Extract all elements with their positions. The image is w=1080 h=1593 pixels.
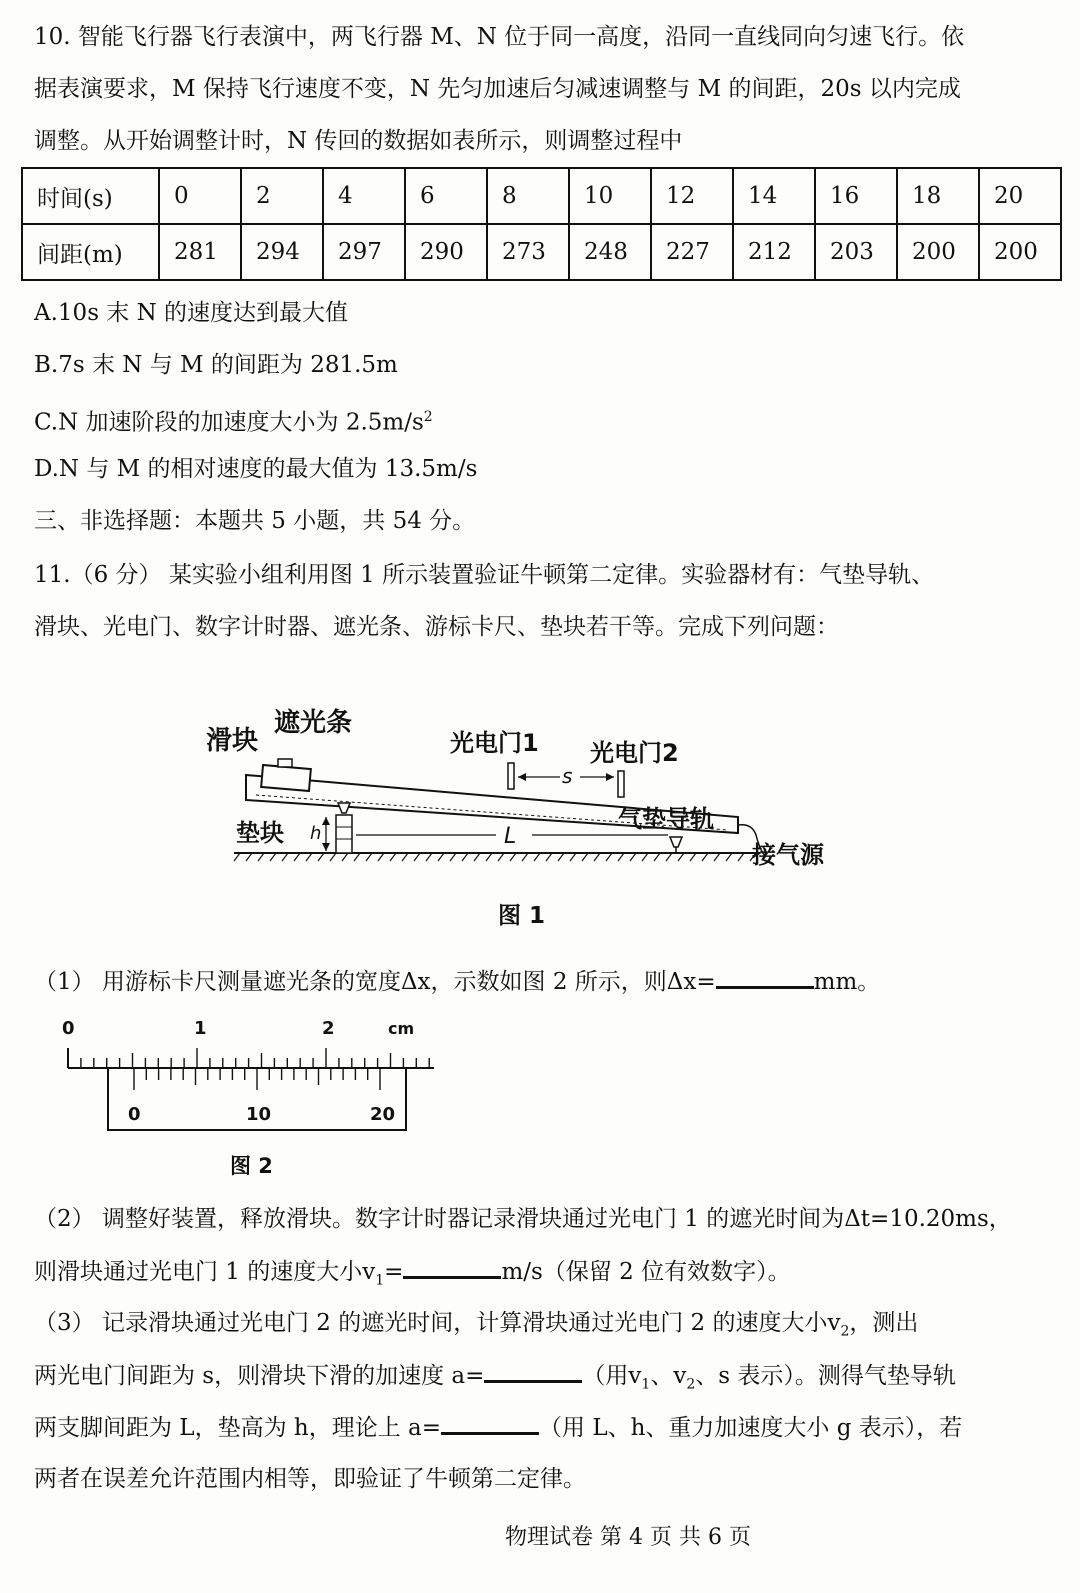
part-2-unit: m/s（保留 2 位有效数字）。 [501,1259,791,1285]
label-gate-1: 光电门1 [450,729,539,757]
table-cell: 16 [815,168,897,224]
table-cell: 0 [159,168,241,224]
part-3-text-2c: 、v [650,1363,687,1389]
table-cell: 203 [815,224,897,280]
main-scale-label-2: 2 [322,1018,335,1039]
table-cell: 294 [241,224,323,280]
table-cell: 18 [897,168,979,224]
q10-line-3: 调整。从开始调整计时，N 传回的数据如表所示，则调整过程中 [34,128,683,154]
figure-2-vernier [50,1010,450,1140]
part-3-text-3b: （用 L、h、重力加速度大小 g 表示），若 [539,1415,963,1441]
equals: = [384,1259,404,1285]
q10-option-d: D.N 与 M 的相对速度的最大值为 13.5m/s [34,456,478,482]
vernier-label-10: 10 [246,1104,272,1125]
q11-part-3-line-2 [34,1360,956,1400]
q10-line-2: 据表演要求，M 保持飞行速度不变，N 先匀加速后匀减速调整与 M 的间距，20s 以内完成 [34,76,961,102]
q10-option-a: A.10s 末 N 的速度达到最大值 [34,300,349,326]
figure-1-apparatus [200,695,860,885]
table-header-distance: 间距(m) [22,224,159,280]
part-1-text: （1） 用游标卡尺测量遮光条的宽度Δx，示数如图 2 所示，则Δx= [34,969,716,995]
q10-line-1: 10. 智能飞行器飞行表演中，两飞行器 M、N 位于同一高度，沿同一直线同向匀速飞行。依 [34,24,965,50]
part-2-text: 则滑块通过光电门 1 的速度大小v [34,1259,376,1285]
table-cell: 281 [159,224,241,280]
label-block: 垫块 [236,819,284,847]
table-cell: 2 [241,168,323,224]
figure-1-caption: 图 1 [498,903,546,929]
v2-sub: 2 [686,1376,696,1393]
q11-line-1: 11.（6 分） 某实验小组利用图 1 所示装置验证牛顿第二定律。实验器材有：气垫导轨、 [34,562,935,588]
table-cell: 200 [897,224,979,280]
label-air-rail: 气垫导轨 [618,805,714,833]
table-cell: 12 [651,168,733,224]
label-slider: 滑块 [206,726,259,756]
part-3-text-3: 两支脚间距为 L，垫高为 h，理论上 a= [34,1415,442,1441]
label-s: s [562,764,573,788]
unit-label: cm [388,1019,415,1038]
table-cell: 6 [405,168,487,224]
q11-part-3-line-1 [34,1308,918,1347]
q11-part-1 [34,966,880,997]
q10-option-b: B.7s 末 N 与 M 的间距为 281.5m [34,352,398,378]
q11-part-3-line-4: 两者在误差允许范围内相等，即验证了牛顿第二定律。 [34,1466,586,1492]
table-cell: 273 [487,224,569,280]
table-cell: 14 [733,168,815,224]
label-L: L [504,824,517,849]
figure-2-caption: 图 2 [230,1154,273,1178]
part-3-text-2: 两光电门间距为 s，则滑块下滑的加速度 a= [34,1363,485,1389]
main-scale-label-0: 0 [62,1018,75,1039]
answer-blank-a1 [484,1360,582,1383]
option-c-sup: 2 [423,409,433,425]
table-cell: 290 [405,224,487,280]
table-row-distance [22,224,1061,280]
table-cell: 4 [323,168,405,224]
table-cell: 10 [569,168,651,224]
q11-part-2-line-2 [34,1256,791,1296]
table-header-time: 时间(s) [22,168,159,224]
section-3-heading: 三、非选择题：本题共 5 小题，共 54 分。 [34,508,476,534]
vernier-label-20: 20 [370,1104,396,1125]
part-3-text-1b: ，测出 [849,1310,919,1336]
label-h: h [310,823,322,844]
v1-sub: 1 [641,1376,651,1393]
q11-part-2-line-1: （2） 调整好装置，释放滑块。数字计时器记录滑块通过光电门 1 的遮光时间为Δt=10.20ms， [34,1206,1012,1232]
q10-option-c [34,402,433,438]
answer-blank-dx [716,966,814,989]
table-cell: 212 [733,224,815,280]
vernier-label-0: 0 [128,1104,141,1125]
answer-blank-v1 [403,1256,501,1279]
part-3-text-2b: （用v [582,1363,642,1389]
table-row-time [22,168,1061,224]
v1-sub: 1 [375,1272,385,1289]
page-footer: 物理试卷 第 4 页 共 6 页 [505,1525,751,1550]
label-air-source: 接气源 [752,841,824,869]
q10-data-table [21,167,1062,281]
table-cell: 200 [979,224,1061,280]
table-cell: 227 [651,224,733,280]
answer-blank-a2 [441,1412,539,1435]
q11-line-2: 滑块、光电门、数字计时器、遮光条、游标卡尺、垫块若干等。完成下列问题： [34,614,839,640]
table-cell: 20 [979,168,1061,224]
q11-part-3-line-3 [34,1412,962,1443]
table-cell: 8 [487,168,569,224]
part-3-text-1: （3） 记录滑块通过光电门 2 的遮光时间，计算滑块通过光电门 2 的速度大小v [34,1310,841,1336]
table-cell: 297 [323,224,405,280]
table-cell: 248 [569,224,651,280]
part-3-text-2d: 、s 表示）。测得气垫导轨 [695,1363,956,1389]
part-1-unit: mm。 [813,969,881,995]
v2-sub: 2 [840,1323,850,1340]
label-shade-strip: 遮光条 [274,708,353,738]
label-gate-2: 光电门2 [590,739,679,767]
option-c-text: C.N 加速阶段的加速度大小为 2.5m/s [34,409,424,436]
main-scale-label-1: 1 [194,1018,207,1039]
